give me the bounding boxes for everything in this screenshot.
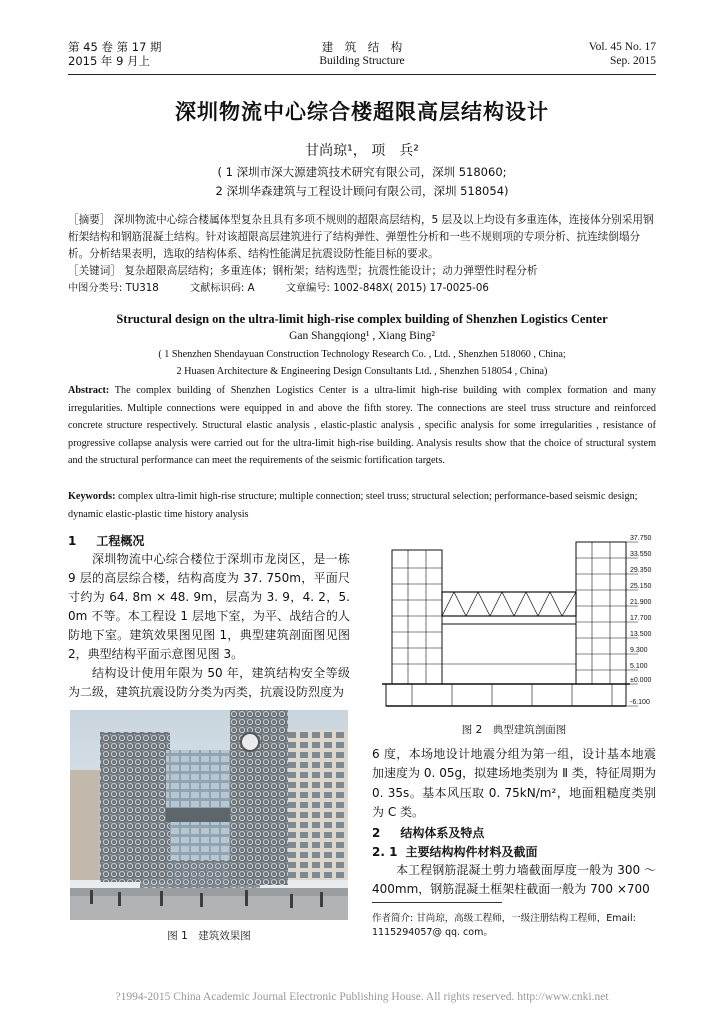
figure-2-caption: 图 2 典型建筑剖面图 — [461, 724, 567, 736]
section-1-heading — [68, 532, 144, 549]
running-header-right — [589, 40, 656, 68]
section-2-heading — [372, 824, 484, 841]
journal-name-en: Building Structure — [319, 55, 405, 67]
author-footnote: 作者简介: 甘尚琼，高级工程师，一级注册结构工程师，Email: 1115294057@ qq. com。 — [372, 913, 636, 938]
header-divider — [68, 74, 656, 75]
classification-line — [68, 282, 656, 296]
abstract-en-text: The complex building of Shenzhen Logistics Center is a ultra-limit high-rise building with complex formation and many irregularities. Multiple connections were equipped in and above the fifth storey. The connections are steel truss structure and reinforced concrete structure respectively. Structural elastic analysis , elastic-plastic analysis , specific analysis for some irregularities , resistance of progressive collapse analysis were carried out for the ultra-limit high-rise building. Analysis results show that the choice of structural system and the structural performance can meet the requirements of the seismic fortification targets. — [68, 385, 656, 466]
section-1-title: 工程概况 — [96, 534, 145, 548]
figure-1-building-rendering — [70, 710, 348, 920]
clc-number: 中图分类号: TU318 — [68, 283, 159, 294]
paper-title-en: Structural design on the ultra-limit high-rise complex building of Shenzhen Logistics Center — [116, 312, 608, 326]
section-1-paragraph-1: 深圳物流中心综合楼位于深圳市龙岗区，是一栋 9 层的高层综合楼，结构高度为 37. 750m，平面尺寸约为 64. 8m × 48. 9m，层高为 3. 9，4. 2，5. 0m 不等。本工程设 1 层地下室，为平、战结合的人防地下室。建筑效果图见图 1，典型建筑剖面图见图 2，典型结构平面示意图见图 3。 — [68, 552, 350, 661]
section-2-number: 2 — [372, 826, 381, 840]
level-label: 13.500 — [630, 631, 652, 638]
section-1-number: 1 — [68, 534, 77, 548]
keywords-en-text: complex ultra-limit high-rise structure; multiple connection; steel truss; structural selection; performance-based seismic design; dynamic elastic-plastic time history analysis — [68, 491, 638, 520]
level-label: 21.900 — [630, 599, 652, 606]
affiliation-en-2: 2 Huasen Architecture & Engineering Design Consultants Ltd. , Shenzhen 518054 , China) — [176, 366, 548, 377]
volume-issue-cn: 第 45 卷 第 17 期 — [68, 40, 162, 54]
document-code: 文献标识码: A — [189, 283, 255, 294]
date-cn: 2015 年 9 月上 — [68, 54, 151, 68]
level-label: 5.100 — [630, 663, 648, 670]
level-label: ±0.000 — [630, 677, 652, 684]
level-label: 17.700 — [630, 615, 652, 622]
abstract-en-label: Abstract: — [68, 385, 110, 396]
level-label: 9.300 — [630, 647, 648, 654]
section-2-1-title: 主要结构构件材料及截面 — [405, 845, 538, 859]
date-en: Sep. 2015 — [610, 55, 656, 67]
affiliation-cn-2: 2 深圳华森建筑与工程设计顾问有限公司，深圳 518054) — [215, 184, 509, 198]
section-2-1-heading — [372, 843, 537, 860]
right-column-paragraph-1: 6 度，本场地设计地震分组为第一组，设计基本地震加速度为 0. 05g，拟建场地类别为 Ⅱ 类，特征周期为 0. 35s。基本风压取 0. 75kN/m²，地面粗糙度类别为 C 类。 — [372, 747, 656, 819]
section-2-1-paragraph: 本工程钢筋混凝土剪力墙截面厚度一般为 300 ～400mm，钢筋混凝土框架柱截面一般为 700 ×700 — [372, 863, 656, 897]
level-label: 37.750 — [630, 535, 652, 542]
section-1-paragraph-2: 结构设计使用年限为 50 年，建筑结构安全等级为二级，建筑抗震设防分类为丙类，抗震设防烈度为 — [68, 666, 350, 699]
article-number: 文章编号: 1002-848X( 2015) 17-0025-06 — [285, 283, 489, 294]
abstract-en — [68, 382, 656, 470]
paper-title-cn: 深圳物流中心综合楼超限高层结构设计 — [175, 100, 549, 124]
section-drawing — [372, 532, 656, 714]
keywords-en — [68, 488, 656, 523]
level-label: 33.550 — [630, 551, 652, 558]
section-2-title: 结构体系及特点 — [400, 826, 485, 840]
level-label: 25.150 — [630, 583, 652, 590]
level-label: 29.350 — [630, 567, 652, 574]
volume-issue-en: Vol. 45 No. 17 — [588, 41, 656, 53]
building-rendering-image — [70, 710, 348, 920]
affiliation-en-1: ( 1 Shenzhen Shendayuan Construction Technology Research Co. , Ltd. , Shenzhen 518060 , China; — [158, 349, 566, 360]
journal-name-cn: 建 筑 结 构 — [321, 40, 403, 54]
level-label: -6.100 — [630, 699, 650, 706]
section-2-1-number: 2. 1 — [372, 845, 398, 859]
keywords-cn: ［关键词］ 复杂超限高层结构；多重连体；钢桁架；结构选型；抗震性能设计；动力弹塑性时程分析 — [68, 265, 538, 277]
abstract-cn-text: ［摘要］ 深圳物流中心综合楼属体型复杂且具有多项不规则的超限高层结构，5 层及以上均设有多重连体，连接体分别采用钢桁架结构和钢筋混凝土结构。针对该超限高层建筑进行了结构弹性、弹塑性分析和一些不规则项的专项分析、抗连续倒塌分析。分析结果表明，选取的结构体系、结构性能满足抗震设防性能目标的要求。 — [68, 214, 654, 260]
footnote-divider — [372, 902, 502, 903]
figure-2-section-drawing — [372, 532, 656, 714]
authors-en: Gan Shangqiong¹ , Xiang Bing² — [289, 330, 435, 342]
affiliation-cn-1: ( 1 深圳市深大源建筑技术研究有限公司，深圳 518060; — [217, 165, 507, 179]
figure-1-caption: 图 1 建筑效果图 — [167, 930, 251, 942]
abstract-cn — [68, 212, 656, 280]
keywords-en-label: Keywords: — [68, 491, 116, 502]
copyright-watermark: ?1994-2015 China Academic Journal Electronic Publishing House. All rights reserved. http://www.cnki.net — [115, 991, 609, 1003]
authors-cn: 甘尚琼¹， 项 兵² — [305, 143, 419, 159]
